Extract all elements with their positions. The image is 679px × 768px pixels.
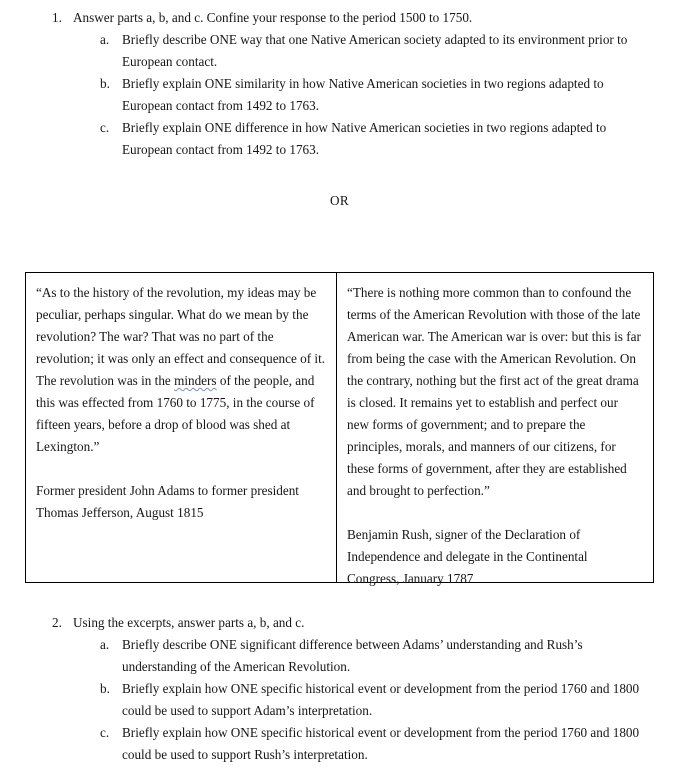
question-1-part-c-text: Briefly explain ONE difference in how Native American societies in two regions adapted to European contact from 1492 to 1763. (122, 120, 607, 157)
question-1-part-b (0, 73, 679, 117)
excerpt-left-quote (36, 282, 326, 458)
question-2-part-a-text: Briefly describe ONE significant difference between Adams’ understanding and Rush’s understanding of the American Revolution. (122, 637, 583, 674)
question-2-number: 2. (52, 615, 62, 630)
question-2-parts-list (0, 634, 679, 766)
question-1-part-c (0, 117, 679, 161)
excerpt-right-attribution: Benjamin Rush, signer of the Declaration of Independence and delegate in the Continental Congress, January 1787 (347, 527, 588, 586)
excerpt-table (25, 272, 654, 586)
excerpt-right-quote: “There is nothing more common than to confound the terms of the American Revolution with those of the late American war. The American war is over: but this is far from being the case with the American Revolution. On the contrary, nothing but the first act of the great drama is closed. It remains yet to establish and perfect our new forms of government; and to prepare the principles, morals, and manners of our citizens, for these forms of government, after they are established and brought to perfection.” (347, 285, 641, 498)
question-2-part-b-text: Briefly explain how ONE specific historical event or development from the period 1760 and 1800 could be used to support Adam’s interpretation. (122, 681, 640, 718)
question-2-prompt-line (0, 612, 679, 634)
question-1-part-a (0, 29, 679, 73)
spellcheck-flagged-word: minders (174, 373, 217, 388)
excerpt-cell-right (337, 273, 653, 586)
excerpt-left-quote-part1: “As to the history of the revolution, my ideas may be peculiar, perhaps singular. What do we mean by the revolution? The war? That was no part of the revolution; it was only an effect and consequence of it. The revolution was in the (36, 285, 326, 388)
question-1-number: 1. (52, 10, 62, 25)
excerpt-left-spacer (36, 458, 326, 480)
question-2-part-c-marker: c. (100, 725, 110, 740)
or-divider: OR (330, 193, 349, 208)
question-1-part-b-text: Briefly explain ONE similarity in how Native American societies in two regions adapted to European contact from 1492 to 1763. (122, 76, 604, 113)
question-block-2 (0, 612, 679, 766)
excerpt-left-body (36, 282, 326, 524)
question-1-prompt-text: Answer parts a, b, and c. Confine your response to the period 1500 to 1750. (73, 10, 473, 25)
question-1-prompt-line (0, 7, 679, 29)
question-2-part-a (0, 634, 679, 678)
excerpt-left-attribution: Former president John Adams to former president Thomas Jefferson, August 1815 (36, 483, 299, 520)
question-2-part-c-text: Briefly explain how ONE specific historical event or development from the period 1760 and 1800 could be used to support Rush’s interpretation. (122, 725, 640, 762)
question-1-part-b-marker: b. (100, 76, 110, 91)
question-2-prompt-text: Using the excerpts, answer parts a, b, and c. (73, 615, 305, 630)
excerpt-right-spacer (347, 502, 643, 524)
question-1-parts-list (0, 29, 679, 161)
excerpt-right-body (347, 282, 643, 590)
question-2-part-b-marker: b. (100, 681, 110, 696)
question-1-part-c-marker: c. (100, 120, 110, 135)
question-block-1 (0, 7, 679, 161)
question-1-part-a-marker: a. (100, 32, 110, 47)
question-2-part-c (0, 722, 679, 766)
question-2-part-a-marker: a. (100, 637, 110, 652)
question-1-part-a-text: Briefly describe ONE way that one Native American society adapted to its environment prior to European contact. (122, 32, 628, 69)
question-2-part-b (0, 678, 679, 722)
excerpt-cell-left (26, 273, 337, 582)
excerpt-left-quote-part2: of the people, and this was effected from 1760 to 1775, in the course of fifteen years, before a drop of blood was shed at Lexington.” (36, 373, 315, 454)
